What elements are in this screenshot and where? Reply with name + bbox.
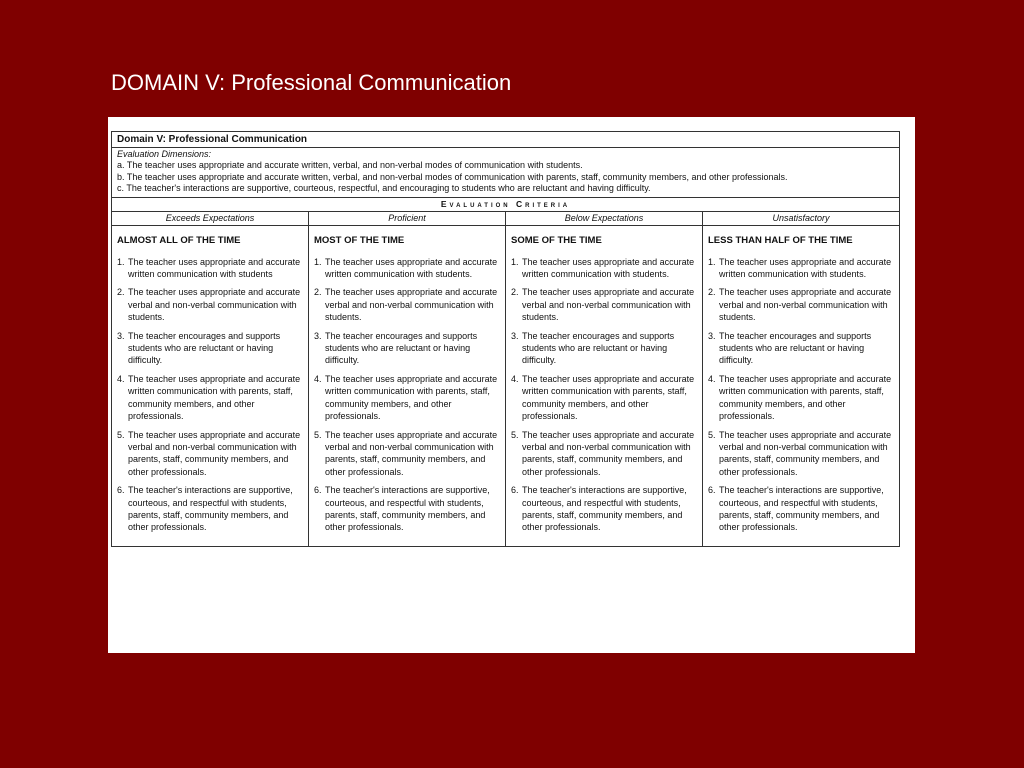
dimension-c: c. The teacher's interactions are supportive, courteous, respectful, and encouraging to students who are reluctant and having difficulty. — [117, 183, 651, 194]
criterion-text: The teacher uses appropriate and accurate verbal and non-verbal communication with parents, staff, community members, and other professionals. — [522, 429, 695, 477]
criterion-number: 5. — [708, 429, 716, 440]
criterion-number: 4. — [314, 373, 322, 384]
criterion-number: 3. — [511, 330, 519, 341]
criterion-item — [117, 429, 304, 479]
column-frequency-level: SOME OF THE TIME — [511, 234, 602, 246]
rubric-header: Domain V: Professional Communication — [112, 132, 899, 148]
column-frequency-level: LESS THAN HALF OF THE TIME — [708, 234, 853, 246]
criterion-item — [708, 256, 895, 281]
criterion-item — [314, 429, 501, 479]
criterion-number: 4. — [511, 373, 519, 384]
criterion-text: The teacher uses appropriate and accurate verbal and non-verbal communication with students. — [719, 287, 892, 323]
criterion-number: 2. — [314, 287, 322, 298]
criterion-text: The teacher uses appropriate and accurate written communication with parents, staff, community members, and other professionals. — [325, 373, 498, 422]
criterion-item — [511, 286, 698, 323]
criterion-item — [511, 330, 698, 367]
criterion-number: 2. — [511, 287, 519, 298]
criterion-item — [117, 286, 304, 323]
column-proficient — [309, 212, 506, 546]
dimension-b: b. The teacher uses appropriate and accurate written, verbal, and non-verbal modes of communication with parents, staff, community members, and other professionals. — [117, 171, 788, 182]
criterion-text: The teacher uses appropriate and accurate written communication with students — [128, 256, 301, 280]
column-heading: Exceeds Expectations — [112, 212, 308, 226]
evaluation-dimensions — [112, 148, 899, 198]
criterion-number: 1. — [117, 256, 125, 267]
criterion-number: 6. — [314, 485, 322, 496]
criterion-number: 5. — [314, 429, 322, 440]
criterion-number: 1. — [708, 256, 716, 267]
document-panel — [108, 117, 915, 653]
criterion-number: 6. — [117, 485, 125, 496]
column-below — [506, 212, 703, 546]
criterion-text: The teacher uses appropriate and accurate written communication with parents, staff, community members, and other professionals. — [719, 373, 892, 422]
criterion-text: The teacher uses appropriate and accurate verbal and non-verbal communication with students. — [522, 287, 695, 323]
criterion-text: The teacher uses appropriate and accurate verbal and non-verbal communication with parents, staff, community members, and other professionals. — [719, 429, 892, 477]
criterion-item — [117, 484, 304, 534]
criterion-item — [511, 429, 698, 479]
criterion-number: 3. — [117, 330, 125, 341]
criteria-columns — [112, 212, 899, 546]
criterion-number: 2. — [117, 287, 125, 298]
criterion-item — [314, 286, 501, 323]
criterion-item — [708, 373, 895, 423]
criterion-number: 5. — [117, 429, 125, 440]
column-heading: Proficient — [309, 212, 505, 226]
dimensions-label: Evaluation Dimensions: — [117, 149, 212, 159]
column-unsatisfactory — [703, 212, 899, 546]
criterion-text: The teacher uses appropriate and accurate written communication with students. — [719, 256, 892, 280]
criterion-text: The teacher uses appropriate and accurate written communication with parents, staff, community members, and other professionals. — [128, 373, 301, 422]
criterion-number: 5. — [511, 429, 519, 440]
criterion-item — [708, 330, 895, 367]
criterion-text: The teacher uses appropriate and accurate written communication with parents, staff, community members, and other professionals. — [522, 373, 695, 422]
criterion-text: The teacher uses appropriate and accurate verbal and non-verbal communication with students. — [325, 287, 498, 323]
criterion-number: 4. — [117, 373, 125, 384]
criterion-number: 2. — [708, 287, 716, 298]
criterion-item — [117, 373, 304, 423]
criterion-number: 6. — [511, 485, 519, 496]
dimension-a: a. The teacher uses appropriate and accurate written, verbal, and non-verbal modes of communication with students. — [117, 160, 583, 171]
criterion-item — [314, 256, 501, 281]
criterion-text: The teacher's interactions are supportive, courteous, and respectful with students, parents, staff, community members, and other professionals. — [325, 485, 490, 533]
column-frequency-level: MOST OF THE TIME — [314, 234, 405, 246]
criterion-item — [117, 330, 304, 367]
criterion-number: 3. — [314, 330, 322, 341]
criterion-text: The teacher uses appropriate and accurate verbal and non-verbal communication with parents, staff, community members, and other professionals. — [128, 429, 301, 477]
criterion-number: 1. — [314, 256, 322, 267]
criterion-text: The teacher encourages and supports students who are reluctant or having difficulty. — [325, 330, 478, 366]
criterion-number: 3. — [708, 330, 716, 341]
criterion-item — [708, 429, 895, 479]
criterion-item — [511, 484, 698, 534]
criterion-text: The teacher's interactions are supportive, courteous, and respectful with students, parents, staff, community members, and other professionals. — [128, 485, 293, 533]
criterion-item — [314, 373, 501, 423]
criterion-text: The teacher's interactions are supportive, courteous, and respectful with students, parents, staff, community members, and other professionals. — [522, 485, 687, 533]
criterion-text: The teacher uses appropriate and accurate written communication with students. — [522, 256, 695, 280]
criterion-text: The teacher encourages and supports students who are reluctant or having difficulty. — [522, 330, 675, 366]
criterion-text: The teacher uses appropriate and accurate verbal and non-verbal communication with students. — [128, 287, 301, 323]
criterion-item — [314, 484, 501, 534]
rubric-table — [111, 131, 900, 547]
column-exceeds — [112, 212, 309, 546]
criterion-item — [511, 256, 698, 281]
column-heading: Below Expectations — [506, 212, 702, 226]
criterion-item — [511, 373, 698, 423]
criterion-number: 1. — [511, 256, 519, 267]
criterion-item — [708, 484, 895, 534]
criterion-text: The teacher encourages and supports students who are reluctant or having difficulty. — [128, 330, 281, 366]
slide-title: DOMAIN V: Professional Communication — [111, 70, 512, 95]
criterion-text: The teacher's interactions are supportive, courteous, and respectful with students, parents, staff, community members, and other professionals. — [719, 485, 884, 533]
column-frequency-level: ALMOST ALL OF THE TIME — [117, 234, 241, 246]
criterion-item — [117, 256, 304, 281]
criterion-item — [708, 286, 895, 323]
criterion-number: 4. — [708, 373, 716, 384]
criterion-text: The teacher uses appropriate and accurate verbal and non-verbal communication with parents, staff, community members, and other professionals. — [325, 429, 498, 477]
criterion-number: 6. — [708, 485, 716, 496]
criteria-banner: Evaluation Criteria — [112, 198, 899, 212]
criterion-text: The teacher encourages and supports students who are reluctant or having difficulty. — [719, 330, 872, 366]
criterion-text: The teacher uses appropriate and accurate written communication with students. — [325, 256, 498, 280]
column-heading: Unsatisfactory — [703, 212, 899, 226]
criterion-item — [314, 330, 501, 367]
